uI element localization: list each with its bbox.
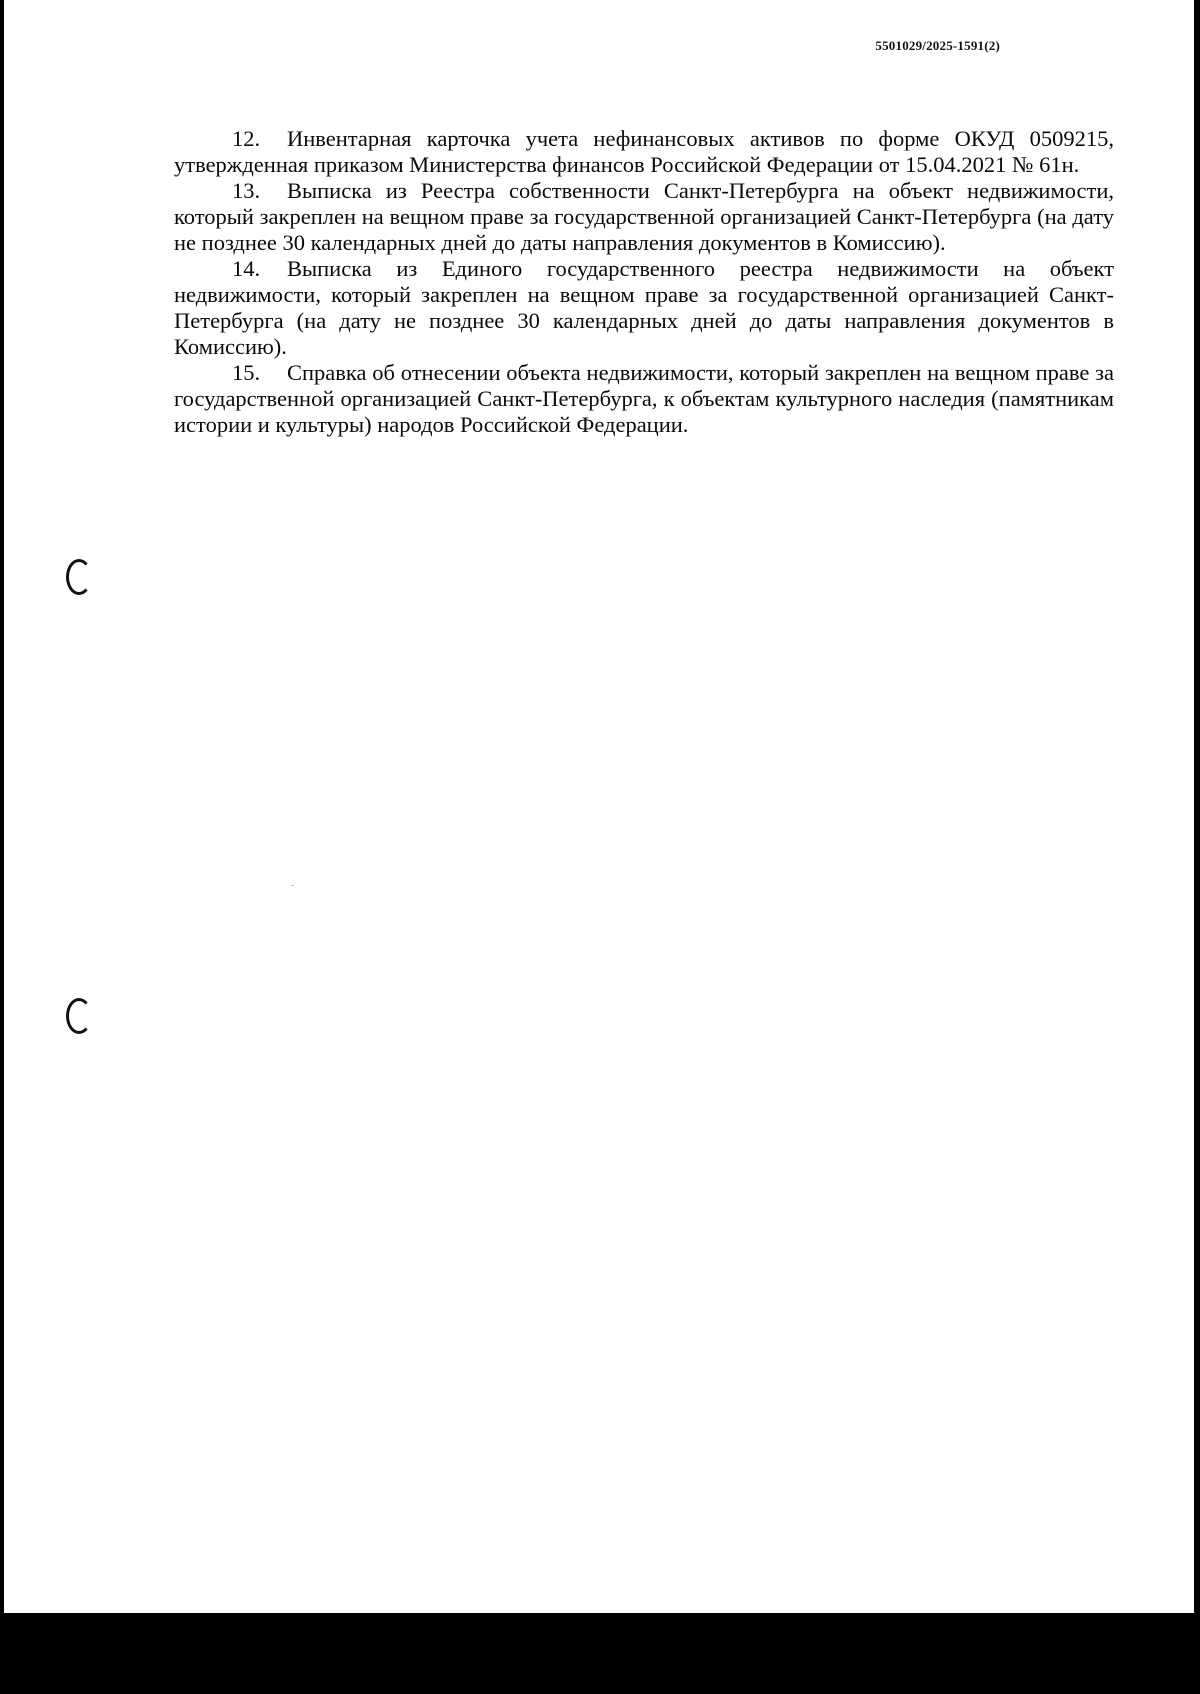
item-text: Выписка из Единого государственного реестра недвижимости на объект недвижимости, который закреплен на вещном праве за государственной организацией Санкт-Петербурга (на дату не позднее 30 календарных дней до даты направления документов в Комиссию). — [174, 256, 1114, 359]
punch-hole-mark — [66, 998, 92, 1034]
item-number: 15. — [232, 360, 261, 385]
item-text: Справка об отнесении объекта недвижимости, который закреплен на вещном праве за государственной организацией Санкт-Петербурга, к объектам культурного наследия (памятникам истории и культуры) народов Российской Федерации. — [174, 360, 1114, 437]
scan-right-edge — [1194, 0, 1200, 1694]
list-item-15 — [174, 360, 1114, 438]
list-item-14 — [174, 256, 1114, 360]
item-number: 14. — [232, 256, 261, 281]
document-body — [174, 126, 1114, 438]
item-number: 12. — [232, 126, 261, 151]
list-item-13 — [174, 178, 1114, 256]
scan-bottom-band — [0, 1613, 1200, 1694]
scan-speck — [291, 885, 294, 886]
list-item-12 — [174, 126, 1114, 178]
item-number: 13. — [232, 178, 261, 203]
item-text: Выписка из Реестра собственности Санкт-Петербурга на объект недвижимости, который закреплен на вещном праве за государственной организацией Санкт-Петербурга (на дату не позднее 30 календарных дней до даты направления документов в Комиссию). — [174, 178, 1114, 255]
document-number: 5501029/2025-1591(2) — [875, 38, 1000, 53]
item-text: Инвентарная карточка учета нефинансовых активов по форме ОКУД 0509215, утвержденная приказом Министерства финансов Российской Федерации от 15.04.2021 № 61н. — [174, 126, 1114, 177]
punch-hole-mark — [66, 559, 92, 595]
scan-left-edge — [0, 0, 4, 1694]
